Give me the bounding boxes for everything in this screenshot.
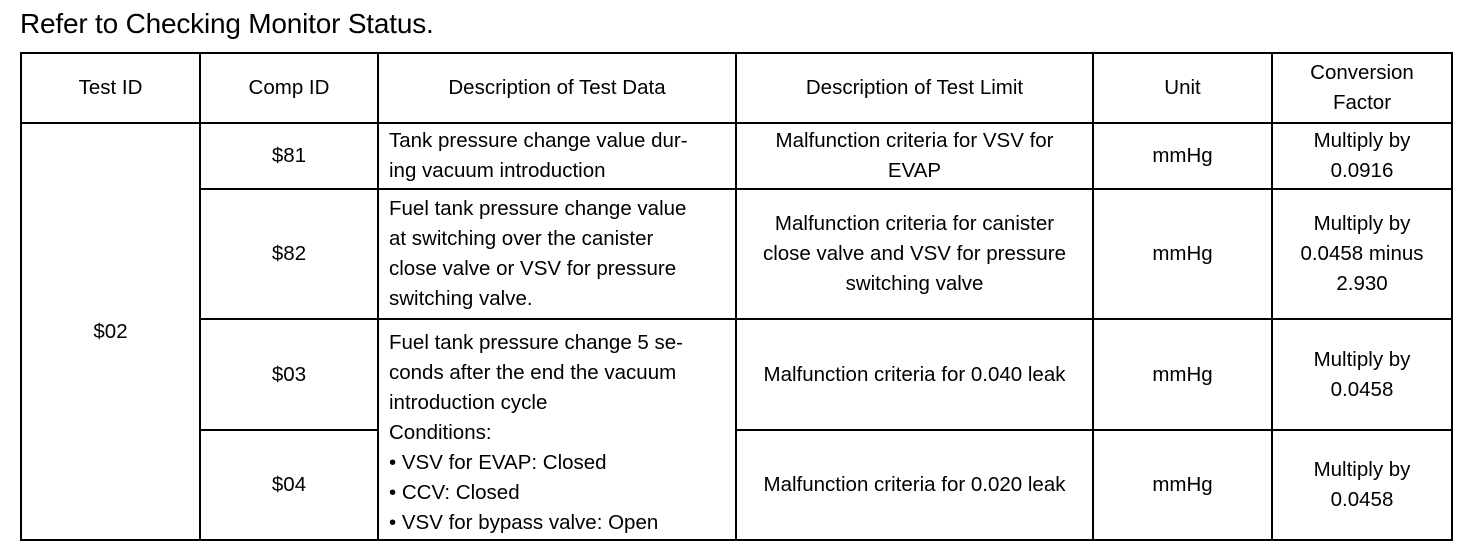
test-data-line: at switching over the canister	[389, 227, 654, 250]
comp-id-cell: $82	[200, 189, 378, 319]
header-description-test-data: Description of Test Data	[378, 53, 736, 123]
conversion-factor-cell	[1272, 189, 1452, 319]
test-data-cell-merged	[378, 319, 736, 540]
test-data-cell	[378, 123, 736, 189]
test-limit-cell: Malfunction criteria for 0.020 leak	[736, 430, 1093, 540]
conversion-factor-cell	[1272, 123, 1452, 189]
header-unit: Unit	[1093, 53, 1272, 123]
test-limit-line: EVAP	[887, 159, 942, 182]
unit-cell: mmHg	[1093, 319, 1272, 430]
condition-bullet: • VSV for EVAP: Closed	[389, 451, 607, 474]
test-data-line: switching valve.	[389, 287, 533, 310]
conversion-factor-line: 0.0458	[1330, 377, 1394, 401]
conversion-factor-line: Multiply by	[1313, 212, 1411, 235]
test-data-cell	[378, 189, 736, 319]
header-conversion-line-2: Factor	[1332, 91, 1392, 114]
test-limit-line: Malfunction criteria for canister	[774, 212, 1055, 235]
unit-cell: mmHg	[1093, 189, 1272, 319]
table-row	[21, 123, 1452, 189]
header-conversion-line-1: Conversion	[1310, 61, 1414, 84]
test-data-line: ing vacuum introduction	[389, 159, 606, 182]
condition-bullet: • CCV: Closed	[389, 481, 520, 504]
conversion-factor-line: 0.0916	[1330, 159, 1394, 182]
test-data-line: introduction cycle	[389, 391, 548, 414]
test-data-line: conds after the end the vacuum	[389, 361, 677, 384]
table-row	[21, 319, 1452, 430]
comp-id-cell: $03	[200, 319, 378, 430]
conversion-factor-line: 2.930	[1336, 272, 1388, 295]
test-limit-cell	[736, 123, 1093, 189]
conversion-factor-cell	[1272, 430, 1452, 540]
test-data-line: Fuel tank pressure change value	[389, 197, 687, 220]
header-comp-id: Comp ID	[200, 53, 378, 123]
header-description-test-limit: Description of Test Limit	[736, 53, 1093, 123]
test-data-table	[20, 52, 1453, 541]
conversion-factor-cell	[1272, 319, 1452, 430]
comp-id-cell: $04	[200, 430, 378, 540]
condition-bullet: • VSV for bypass valve: Open	[389, 511, 659, 534]
table-header-row	[21, 53, 1452, 123]
conversion-factor-line: Multiply by	[1313, 347, 1411, 371]
header-test-id: Test ID	[21, 53, 200, 123]
test-limit-cell: Malfunction criteria for 0.040 leak	[736, 319, 1093, 430]
conversion-factor-line: 0.0458 minus	[1300, 242, 1424, 265]
test-id-cell: $02	[21, 123, 200, 540]
test-data-line: close valve or VSV for pressure	[389, 257, 677, 280]
table-row	[21, 189, 1452, 319]
test-limit-cell	[736, 189, 1093, 319]
unit-cell: mmHg	[1093, 430, 1272, 540]
table-row	[21, 430, 1452, 540]
header-conversion-factor	[1272, 53, 1452, 123]
page-heading: Refer to Checking Monitor Status.	[20, 8, 434, 39]
test-data-line: Tank pressure change value dur-	[389, 129, 688, 152]
test-limit-line: close valve and VSV for pressure	[762, 242, 1067, 265]
test-data-line: Fuel tank pressure change 5 se-	[389, 331, 683, 354]
unit-cell: mmHg	[1093, 123, 1272, 189]
test-limit-line: switching valve	[845, 272, 984, 295]
conversion-factor-line: 0.0458	[1330, 488, 1394, 511]
conversion-factor-line: Multiply by	[1313, 129, 1411, 152]
conversion-factor-line: Multiply by	[1313, 458, 1411, 481]
test-limit-line: Malfunction criteria for VSV for	[775, 129, 1054, 152]
comp-id-cell: $81	[200, 123, 378, 189]
conditions-label: Conditions:	[389, 421, 492, 444]
